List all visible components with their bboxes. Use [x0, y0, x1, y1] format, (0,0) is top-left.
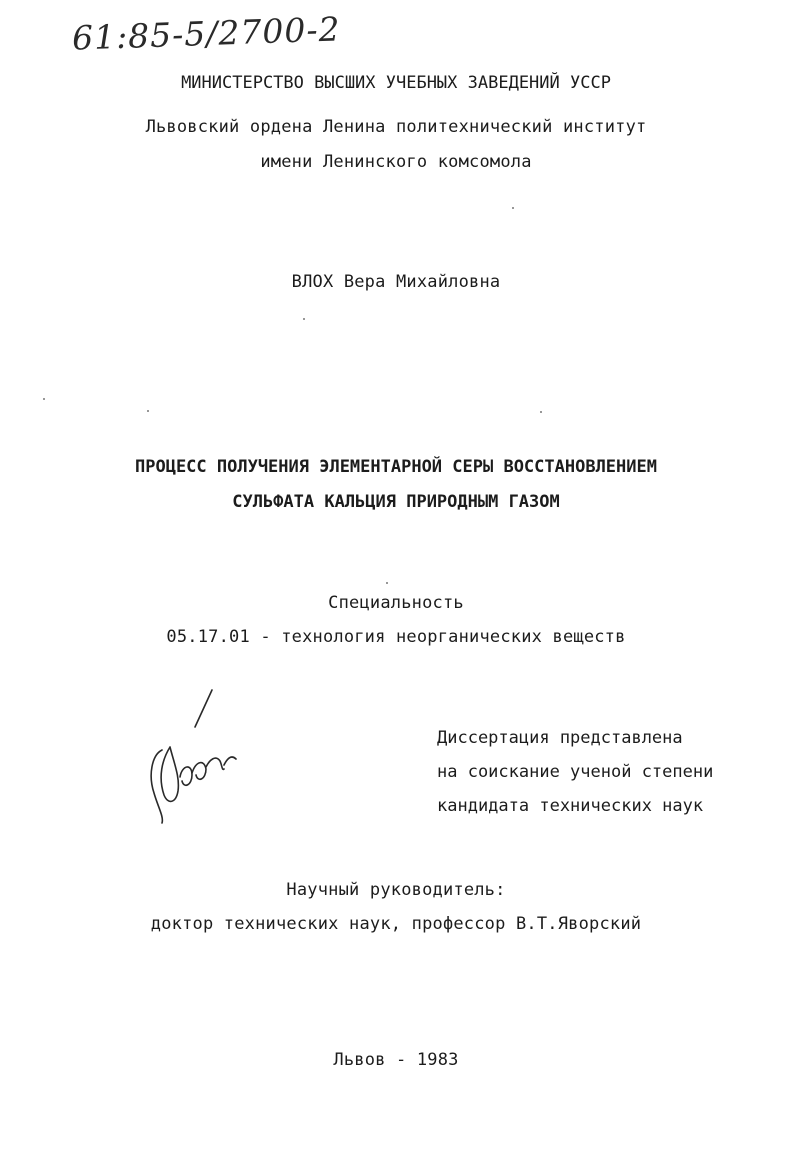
archive-code-handwritten: 61:85-5/2700-2	[71, 9, 342, 58]
paper-speck	[512, 207, 514, 209]
advisor-name: доктор технических наук, профессор В.Т.Яворский	[150, 914, 642, 934]
dissertation-line1: Диссертация представлена	[437, 728, 683, 748]
author-name: ВЛОХ Вера Михайловна	[291, 272, 501, 292]
paper-speck	[303, 318, 305, 320]
paper-speck	[43, 398, 45, 400]
handwritten-signature	[140, 685, 250, 825]
thesis-title-line1: ПРОЦЕСС ПОЛУЧЕНИЯ ЭЛЕМЕНТАРНОЙ СЕРЫ ВОССТАНОВЛЕНИЕМ	[135, 457, 657, 477]
advisor-label: Научный руководитель:	[286, 880, 506, 900]
paper-speck	[540, 411, 542, 413]
ministry-heading: МИНИСТЕРСТВО ВЫСШИХ УЧЕБНЫХ ЗАВЕДЕНИЙ УССР	[181, 73, 611, 93]
paper-speck	[147, 410, 149, 412]
institute-name-line1: Львовский ордена Ленина политехнический институт	[145, 117, 647, 137]
specialty-code: 05.17.01 - технология неорганических веществ	[166, 627, 626, 647]
dissertation-line2: на соискание ученой степени	[437, 762, 714, 782]
paper-speck	[386, 582, 388, 584]
dissertation-line3: кандидата технических наук	[437, 796, 704, 816]
thesis-title-line2: СУЛЬФАТА КАЛЬЦИЯ ПРИРОДНЫМ ГАЗОМ	[232, 492, 560, 512]
institute-name-line2: имени Ленинского комсомола	[260, 152, 532, 172]
place-and-year: Львов - 1983	[333, 1050, 459, 1070]
specialty-label: Специальность	[328, 593, 464, 613]
